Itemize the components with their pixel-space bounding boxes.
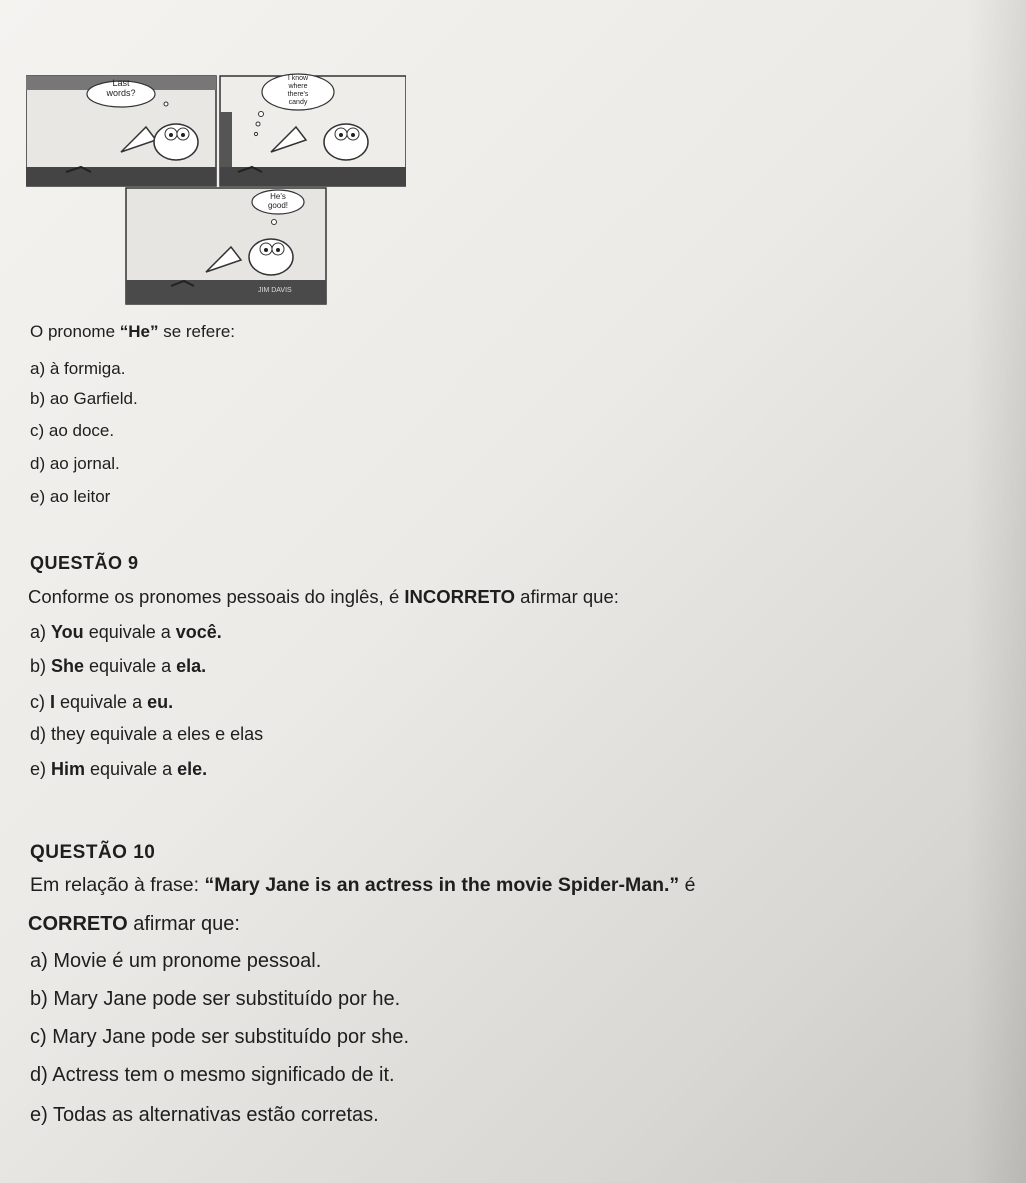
q9-prompt-prefix: Conforme os pronomes pessoais do inglês, é [28,586,405,607]
q10-heading: QUESTÃO 10 [30,842,156,863]
q9-option-c-letter: c) [30,692,50,712]
q8-option-b: b) ao Garfield. [30,389,138,408]
q9-option-b-letter: b) [30,656,52,676]
q10-prompt-line-2 [28,913,240,936]
bubble-1-line-1: Last [112,78,130,88]
comic-drawing [26,72,406,307]
q9-option-b-meaning: ela. [176,656,207,676]
q9-option-d-text: they equivale a eles e elas [51,724,264,744]
q9-option-c-meaning: eu. [147,692,174,712]
q10-prompt-emphasis: CORRETO [28,913,128,935]
q10-option-b: b) Mary Jane pode ser substituído por he. [30,988,401,1010]
q9-option-c-text: equivale a [55,692,148,712]
q9-prompt [28,586,619,608]
garfield-head-3 [249,239,293,275]
bubble-3-line-2: good! [267,201,289,210]
q8-prompt [30,322,235,342]
q9-option-a-pronoun: You [51,622,84,642]
q9-option-b [30,656,206,677]
bubble-2-line-3: there's [287,91,309,98]
bubble-1-line-2: words? [106,88,136,98]
paper-shadow [966,0,1026,1183]
q10-option-e: e) Todas as alternativas estão corretas. [30,1104,379,1126]
q9-option-e-text: equivale a [85,759,178,779]
bubble-1-text [106,78,136,98]
garfield-comic-strip [26,72,406,307]
q8-option-a: a) à formiga. [30,359,126,378]
q8-prompt-suffix: se refere: [158,322,236,341]
q9-option-e-pronoun: Him [51,759,86,779]
q9-option-b-pronoun: She [51,656,85,676]
q10-option-c: c) Mary Jane pode ser substituído por she. [30,1026,410,1048]
bubble-2-line-4: candy [288,99,308,106]
q8-prompt-term: “He” [119,322,159,341]
q10-prompt-quote: “Mary Jane is an actress in the movie Spider-Man.” [204,874,680,896]
q9-option-d [30,724,263,745]
q10-option-d: d) Actress tem o mesmo significado de it. [30,1064,395,1086]
q10-option-a: a) Movie é um pronome pessoal. [30,950,322,972]
q9-option-a-letter: a) [30,622,52,642]
q9-option-c-pronoun: I [50,692,56,712]
q9-option-a-meaning: você. [175,622,222,642]
q9-option-e-meaning: ele. [177,759,208,779]
q10-prompt-suffix-1: é [679,874,696,896]
q8-option-d: d) ao jornal. [30,454,120,473]
q9-option-e [30,759,207,780]
q9-prompt-emphasis: INCORRETO [404,586,516,607]
garfield-head-2 [324,124,368,160]
bubble-3-text [264,192,292,210]
bubble-2-line-1: I know [287,75,309,82]
q10-prompt-suffix-2: afirmar que: [127,913,240,935]
q9-option-c [30,692,173,713]
q9-option-e-letter: e) [30,759,52,779]
q9-option-a-text: equivale a [83,622,176,642]
q9-heading: QUESTÃO 9 [30,553,139,573]
q10-prompt-prefix: Em relação à frase: [30,874,205,896]
comic-signature: JIM DAVIS [258,287,292,294]
bubble-2-line-2: where [288,83,308,90]
q9-prompt-suffix: afirmar que: [515,586,619,607]
garfield-head-1 [154,124,198,160]
q9-option-b-text: equivale a [84,656,177,676]
q8-option-c: c) ao doce. [30,421,115,440]
q10-prompt-line-1 [30,874,695,897]
q9-option-d-letter: d) [30,724,52,744]
q8-prompt-prefix: O pronome [30,322,120,341]
q8-option-e: e) ao leitor [30,487,111,506]
q9-option-a [30,622,222,643]
bubble-2-text [280,75,316,107]
bubble-3-line-1: He's [270,192,286,201]
